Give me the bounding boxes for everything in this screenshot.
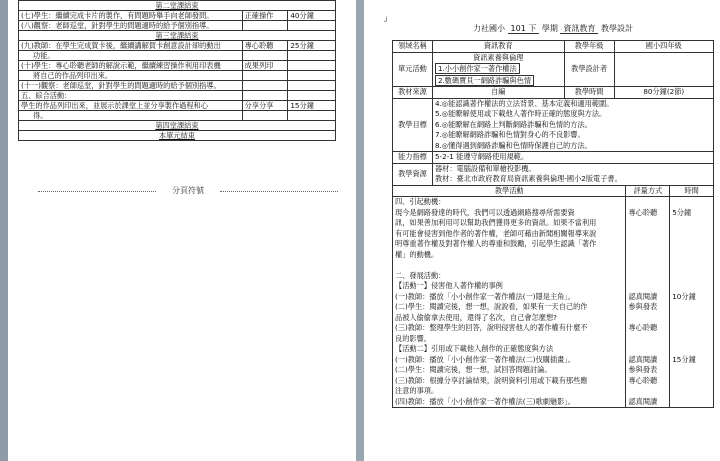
goal-item: 7.◎能瞭解網路詐騙和色情對身心的不良影響。 bbox=[434, 130, 585, 139]
evaluation-item: 專心聆聽 bbox=[628, 375, 658, 385]
document-page-right bbox=[364, 0, 720, 461]
activity-line bbox=[395, 260, 623, 271]
evaluation-item bbox=[628, 197, 667, 208]
activity-header-eval: 評量方式 bbox=[626, 185, 670, 197]
evaluation-item bbox=[628, 229, 667, 240]
evaluation-text: 正確操作 bbox=[242, 11, 288, 21]
evaluation-text: 成果列印 bbox=[242, 61, 288, 71]
duration-text bbox=[288, 61, 336, 71]
left-table-row bbox=[19, 131, 336, 141]
activity-line: 品被人偷偷拿去使用，還得了名次，自己會怎麼想? bbox=[395, 312, 557, 322]
left-table-row bbox=[19, 21, 336, 31]
evaluation-item: 參與發表 bbox=[628, 302, 658, 311]
evaluation-text bbox=[242, 111, 288, 121]
activity-line: (三)教師：整理學生的回答，說明侵害他人的著作權有什麼不 bbox=[395, 323, 588, 332]
duration-item bbox=[672, 386, 711, 397]
left-table-row bbox=[19, 101, 336, 111]
evaluation-item bbox=[628, 260, 667, 271]
activity-header-time: 時間 bbox=[670, 185, 714, 197]
duration-item bbox=[672, 313, 711, 324]
domain-value: 資訊教育 bbox=[432, 41, 564, 53]
evaluation-text: 專心聆聽 bbox=[242, 41, 288, 51]
activity-line: 現今是網路發達的時代，我們可以透過網路搜尋所需要資 bbox=[395, 207, 575, 217]
activity-text: (八)觀察：老師巡堂，針對學生的問題適時的給予個別指導。 bbox=[19, 21, 243, 31]
activity-text: (七)學生：繼續完成卡片的製作，有問題時舉手向老師發問。 bbox=[19, 11, 243, 21]
session-end-marker: 本單元結束 bbox=[159, 131, 195, 140]
left-table-row bbox=[19, 1, 336, 11]
activity-line: 二、發展活動： bbox=[395, 270, 446, 280]
left-table-row bbox=[19, 41, 336, 51]
evaluation-text: 分享分享 bbox=[242, 101, 288, 111]
duration-text bbox=[288, 91, 336, 101]
activity-text: 五、綜合活動： bbox=[19, 91, 243, 101]
grade-label: 教學年級 bbox=[564, 41, 614, 53]
activity-line: (三)教師：根據分享討論結果，說明資料引用或下載有那些應 bbox=[395, 375, 588, 385]
domain-label: 領域名稱 bbox=[393, 41, 433, 53]
session-end-marker: 第二堂課結束 bbox=[155, 1, 199, 10]
evaluation-item: 認真閱讀 bbox=[628, 354, 658, 364]
activity-text: (九)教師：在學生完成賀卡後，繼續講解賀卡創意設計卻的動出 bbox=[19, 41, 243, 51]
source-value: 自編 bbox=[432, 87, 564, 99]
evaluation-item: 專心聆聽 bbox=[628, 323, 658, 332]
evaluation-item bbox=[628, 239, 667, 250]
session-end-marker: 第三堂課結束 bbox=[155, 31, 199, 40]
activity-text: (十)學生：專心聆聽老師的解說示範，繼續練習操作利用印表機 bbox=[19, 61, 243, 71]
left-lesson-table bbox=[18, 0, 336, 141]
ability-label: 能力指標 bbox=[393, 152, 433, 164]
left-table-row bbox=[19, 31, 336, 41]
unit-subtitle: 資訊素養與倫理 bbox=[473, 52, 524, 62]
left-table-row bbox=[19, 11, 336, 21]
document-title bbox=[394, 23, 712, 34]
resource-label: 教學資源 bbox=[393, 163, 433, 185]
duration-item bbox=[672, 271, 711, 282]
duration-item bbox=[672, 397, 711, 408]
activity-eval-cell bbox=[626, 197, 670, 408]
unit-value bbox=[432, 52, 564, 87]
time-label: 教學時間 bbox=[564, 87, 614, 99]
left-table-row bbox=[19, 61, 336, 71]
duration-item bbox=[672, 323, 711, 334]
goal-item: 6.◎能瞭解在網路上判斷網路詐騙和色情的方法。 bbox=[434, 119, 592, 129]
resource-item: 教材：臺北市政府教育局資訊素養與倫理-國小2版電子書。 bbox=[434, 174, 622, 183]
evaluation-item: 認真閱讀 bbox=[628, 291, 658, 301]
activity-text: 學生的作品列印出來，並展示於課堂上並分享製作過程和心 bbox=[19, 101, 243, 111]
margin-corner-mark: ┘ bbox=[384, 17, 389, 26]
evaluation-item: 專心聆聽 bbox=[628, 207, 658, 217]
title-year: 101 下 bbox=[508, 24, 540, 34]
left-table-row bbox=[19, 111, 336, 121]
designer-value bbox=[614, 52, 713, 87]
goal-item: 5.◎能瞭解使用或下載他人著作時正確的態度與方法。 bbox=[434, 109, 607, 118]
title-school: 力社國小 bbox=[473, 24, 505, 33]
session-end-marker: 第四堂課結束 bbox=[155, 121, 199, 130]
evaluation-item: 參與發表 bbox=[628, 365, 658, 374]
page-break-marker bbox=[38, 186, 338, 196]
goals-label: 教學目標 bbox=[393, 98, 433, 152]
goal-item: 8.◎懂得遇到網路詐騙和色情時保護自己的方法。 bbox=[434, 140, 592, 150]
duration-text bbox=[288, 51, 336, 61]
duration-item bbox=[672, 365, 711, 376]
evaluation-item bbox=[628, 334, 667, 345]
left-table-row bbox=[19, 71, 336, 81]
left-table-row bbox=[19, 121, 336, 131]
duration-item: 5分鐘 bbox=[672, 207, 692, 217]
activity-line: 【活動一】侵害他人著作權的事例 bbox=[395, 281, 503, 290]
activity-line: 良的影響。 bbox=[395, 333, 431, 343]
activity-line: 注意的事項。 bbox=[395, 386, 439, 395]
duration-item bbox=[672, 218, 711, 229]
evaluation-item bbox=[628, 218, 667, 229]
duration-text bbox=[288, 21, 336, 31]
activity-line: (二)學生：閱讀完後，想一想，說說看，如果有一天自己的作 bbox=[395, 302, 588, 311]
evaluation-item bbox=[628, 386, 667, 397]
activity-flow-cell bbox=[393, 197, 626, 408]
duration-item bbox=[672, 260, 711, 271]
duration-text: 40分鐘 bbox=[288, 11, 336, 21]
activity-line: 四、引起動機： bbox=[395, 197, 446, 206]
resource-list bbox=[432, 163, 713, 185]
duration-item bbox=[672, 344, 711, 355]
evaluation-item bbox=[628, 344, 667, 355]
duration-item bbox=[672, 229, 711, 240]
duration-text bbox=[288, 81, 336, 91]
activity-line: (一)教師：播放「小小創作家一著作權法(二)伐購插畫」。 bbox=[395, 354, 576, 364]
activity-line: 明尊重著作權及對著作權人的尊重和鼓勵，引起學生認識「著作 bbox=[395, 239, 597, 248]
goals-list bbox=[432, 98, 713, 152]
activity-text: (十一)觀察：老師巡堂，針對學生的問題適時的給予個別指導。 bbox=[19, 81, 243, 91]
activity-line: 權」的動機。 bbox=[395, 249, 439, 259]
page-break-label: 分頁符號 bbox=[172, 186, 204, 195]
evaluation-text bbox=[242, 21, 288, 31]
evaluation-item bbox=[628, 281, 667, 292]
activity-line: (四)教師：播放「小小創作家一著作權法(三)歌劇魅影」。 bbox=[395, 396, 576, 406]
evaluation-text bbox=[242, 81, 288, 91]
evaluation-text bbox=[242, 71, 288, 81]
duration-item: 10分鐘 bbox=[672, 291, 696, 301]
evaluation-item bbox=[628, 271, 667, 282]
activity-line: (一)教師：播放「小小創作家一著作權法(一)隱是主角」。 bbox=[395, 291, 576, 301]
evaluation-item: 認真閱讀 bbox=[628, 396, 658, 406]
title-subject: 資訊教育 bbox=[560, 24, 598, 34]
duration-item: 15分鐘 bbox=[672, 354, 696, 364]
activity-time-cell bbox=[670, 197, 714, 408]
activity-text: 功能。 bbox=[19, 51, 243, 61]
activity-line: (二)學生：閱讀完後，想一想，試回答問題討論。 bbox=[395, 365, 552, 374]
duration-item bbox=[672, 334, 711, 345]
ability-value: 5-2-1 能遵守網路使用規範。 bbox=[432, 152, 713, 164]
duration-text: 25分鐘 bbox=[288, 41, 336, 51]
left-table-row bbox=[19, 91, 336, 101]
activity-line: 訊，如果善加利用可以幫助我們獲得更多的資訊。如果不當利用 bbox=[395, 218, 597, 227]
lesson-plan-table bbox=[392, 40, 714, 408]
evaluation-text bbox=[242, 51, 288, 61]
unit-item-2: 2.數碼寶貝一網路詐騙與色情 bbox=[435, 75, 534, 86]
title-suffix: 教學設計 bbox=[601, 24, 633, 33]
duration-text: 15分鐘 bbox=[288, 101, 336, 111]
document-page-left bbox=[8, 0, 356, 461]
title-term-label: 學期 bbox=[541, 24, 558, 33]
duration-text bbox=[288, 71, 336, 81]
evaluation-item bbox=[628, 250, 667, 261]
source-label: 教材來源 bbox=[393, 87, 433, 99]
designer-label: 教學設計者 bbox=[564, 52, 614, 87]
duration-item bbox=[672, 302, 711, 313]
time-value: 80分鐘(2節) bbox=[614, 87, 713, 99]
left-table-row bbox=[19, 51, 336, 61]
activity-text: 得。 bbox=[19, 111, 243, 121]
duration-item bbox=[672, 239, 711, 250]
duration-text bbox=[288, 111, 336, 121]
goal-item: 4.◎能認識著作權法的立法背景、基本定義和適用範圍。 bbox=[434, 98, 614, 108]
unit-label: 單元活動 bbox=[393, 52, 433, 87]
activity-line: 有可能會侵害到他作者的著作權，老師可藉由新聞相關報導來說 bbox=[395, 228, 597, 238]
evaluation-text bbox=[242, 91, 288, 101]
left-table-row bbox=[19, 81, 336, 91]
duration-item bbox=[672, 376, 711, 387]
grade-value: 國小四年級 bbox=[614, 41, 713, 53]
duration-item bbox=[672, 197, 711, 208]
activity-header-flow: 教學活動 bbox=[393, 185, 626, 197]
unit-item-1: 1.小小創作家一著作權法 bbox=[435, 63, 520, 74]
duration-item bbox=[672, 250, 711, 261]
evaluation-item bbox=[628, 313, 667, 324]
duration-item bbox=[672, 281, 711, 292]
activity-line: 【活動二】引用或下載他人創作的正確態度與方法 bbox=[395, 344, 554, 353]
resource-item: 器材：電腦設備和單槍投影機。 bbox=[434, 163, 536, 173]
page-gutter bbox=[356, 0, 364, 461]
activity-text: 將自己的作品列印出來。 bbox=[19, 71, 243, 81]
